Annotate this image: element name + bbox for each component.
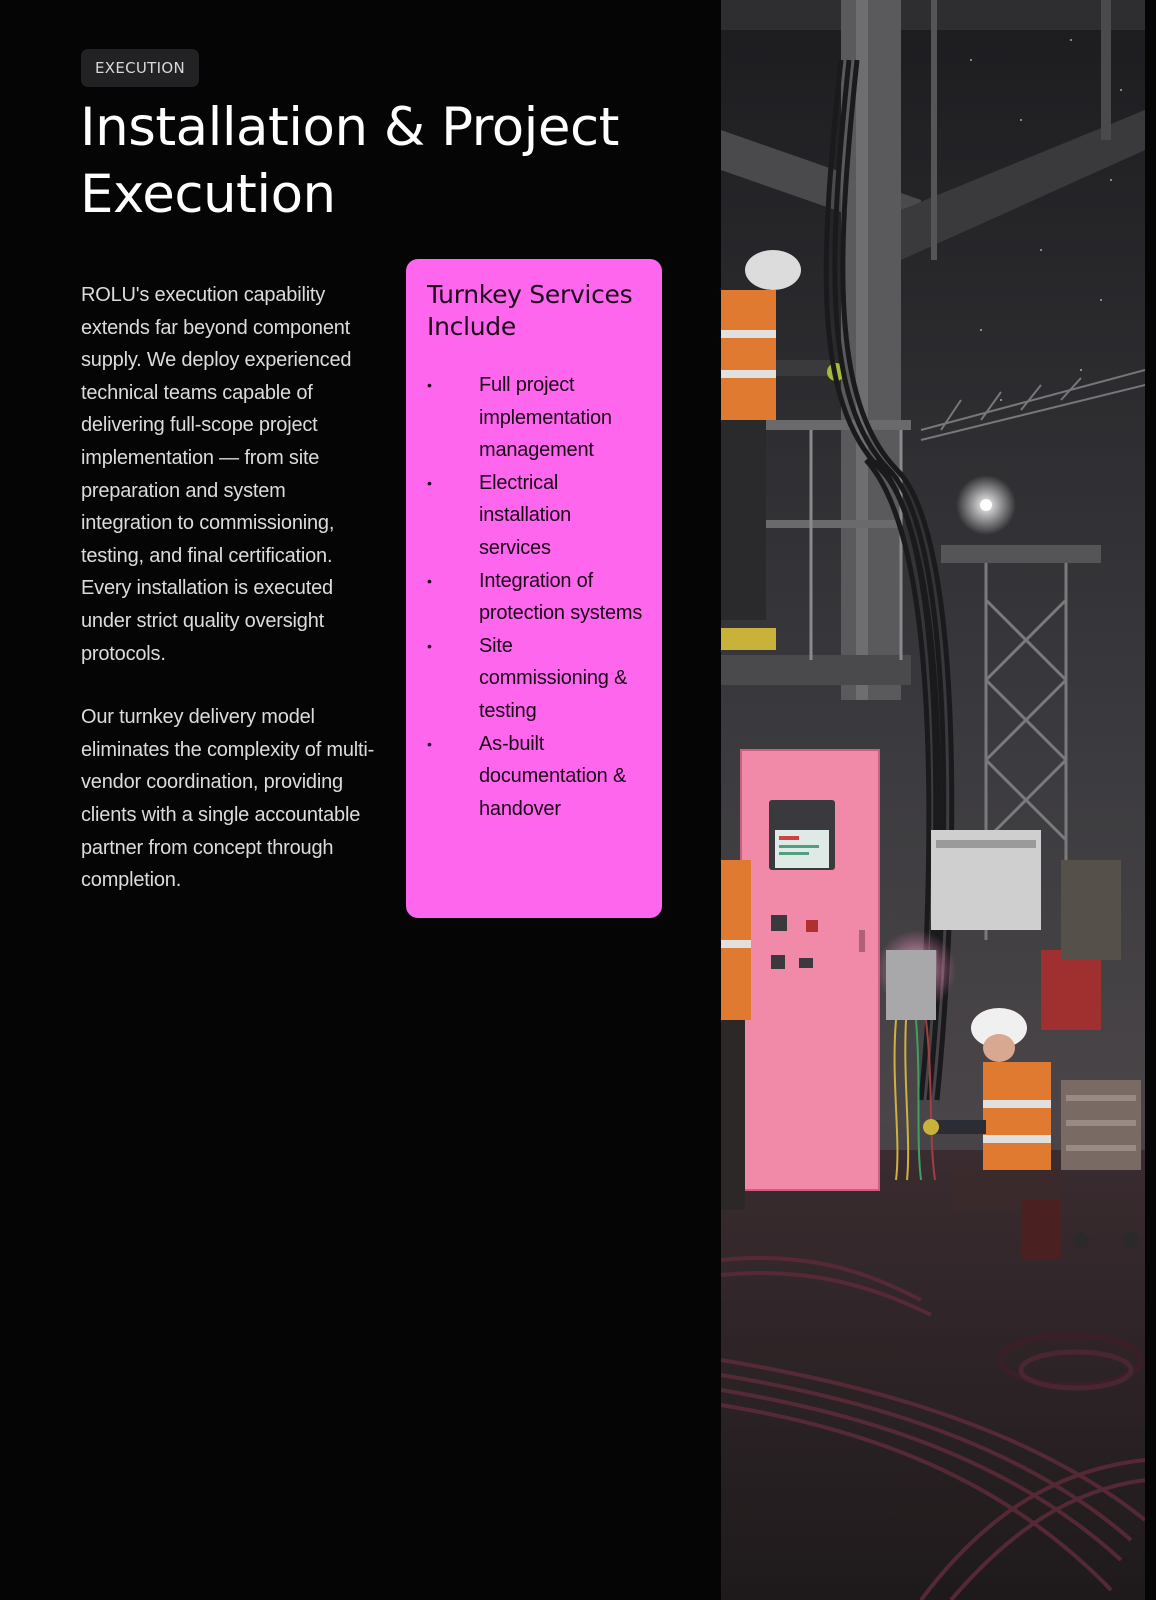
bullet-icon: • bbox=[427, 474, 432, 491]
services-list bbox=[427, 369, 644, 825]
list-item bbox=[427, 630, 644, 728]
list-item-text: Integration of protection systems bbox=[479, 569, 643, 625]
industrial-site-photo bbox=[721, 0, 1145, 1600]
body-paragraph-2: Our turnkey delivery model eliminates the complexity of multi-vendor coordination, providing clients with a single accountable partner from concept through completion. bbox=[81, 706, 375, 892]
list-item-text: Electrical installation services bbox=[479, 471, 572, 559]
body-paragraph-1: ROLU's execution capability extends far beyond component supply. We deploy experienced technical teams capable of delivering full-scope project implementation — from site preparation and system integration to commissioning, testing, and final certification. Every installation is executed under strict quality oversight protocols. bbox=[81, 284, 352, 665]
body-text bbox=[81, 279, 381, 928]
list-item bbox=[427, 467, 644, 565]
bullet-icon: • bbox=[427, 637, 432, 654]
list-item bbox=[427, 728, 644, 826]
list-item-text: Site commissioning & testing bbox=[479, 634, 628, 722]
page-edge bbox=[1145, 0, 1156, 1600]
bullet-icon: • bbox=[427, 572, 432, 589]
list-item-text: Full project implementation management bbox=[479, 374, 612, 462]
bullet-icon: • bbox=[427, 377, 432, 393]
card-title: Turnkey Services Include bbox=[427, 280, 633, 341]
bullet-icon: • bbox=[427, 735, 432, 752]
list-item-text: As-built documentation & handover bbox=[479, 732, 627, 820]
section-tag: EXECUTION bbox=[81, 49, 199, 87]
list-item bbox=[427, 369, 644, 467]
list-item bbox=[427, 565, 644, 630]
turnkey-services-card bbox=[406, 259, 662, 918]
page-title: Installation & Project Execution bbox=[80, 97, 619, 225]
